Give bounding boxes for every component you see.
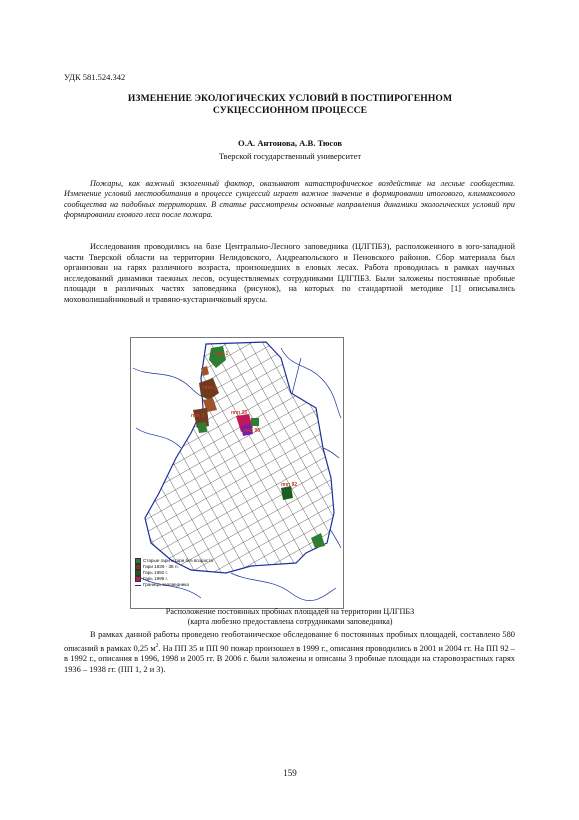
reserve-map-figure — [130, 337, 344, 609]
paragraph-text: В рамках данной работы проведено геоботаническое обследование 6 постоянных пробных площадей, составлено 580 описаний в рамках 0,25 м — [64, 630, 515, 653]
legend-swatch — [135, 585, 141, 586]
abstract: Пожары, как важный экзогенный фактор, оказывают катастрофическое воздействие на лесные сообщества. Изменение условий местообитания в процессе сукцессий играет важное значение в формировании итогового, климаксового сообщества на подобных территориях. В статье рассмотрены основные направления динамики экологических условий при формировании елового леса после пожара. — [64, 179, 515, 220]
legend-label: Гари 1936 - 38 гг. — [143, 564, 179, 569]
legend-label: Гарь 1999 г. — [143, 576, 168, 581]
caption-line-1: Расположение постоянных пробных площадей на территории ЦЛГПБЗ — [165, 607, 415, 616]
plot-label: ппп 35 — [231, 410, 248, 416]
caption-line-2: (карта любезно предоставлена сотрудниками заповедника) — [187, 617, 393, 627]
plot-label: ппп 92 — [281, 482, 298, 488]
paragraph-text: . На ПП 35 и ПП 90 пожар произошел в 1999 г., описания проводились в 2001 и 2004 гг. На ПП 92 – в 1992 г., описания в 1996, 1998 и 2005 гг. В 2006 г. были заложены и описаны 3 пробные площади на старовозрастных гарях 1936 – 1938 гг. (ПП 1, 2 и 3). — [64, 643, 515, 674]
title-line-1: ИЗМЕНЕНИЕ ЭКОЛОГИЧЕСКИХ УСЛОВИЙ В ПОСТПИРОГЕННОМ — [127, 93, 453, 104]
figure-caption — [60, 607, 520, 628]
plot-label: ппп 90 — [244, 428, 261, 434]
legend-label: Гарь 1992 г. — [143, 570, 168, 575]
udk-code: УДК 581.524.342 — [64, 72, 126, 82]
legend-swatch — [135, 576, 141, 582]
article-title — [60, 93, 520, 117]
superscript: 2 — [155, 642, 159, 649]
legend-item — [135, 582, 213, 588]
page-number: 159 — [283, 768, 297, 778]
legend-label: Граница заповедника — [143, 582, 189, 587]
plot-label: ппп 2 — [203, 385, 217, 391]
plot-label: ппп 3 — [191, 413, 205, 419]
authors: О.А. Антонова, А.В. Тюсов — [238, 138, 342, 148]
body-paragraph-2 — [64, 630, 515, 675]
plot-label: ппп 1 — [215, 351, 229, 357]
legend-label: Старые гари и гари без возраста — [143, 558, 213, 563]
body-paragraph-1: Исследования проводились на базе Центрально-Лесного заповедника (ЦЛГПБЗ), расположенного в юго-западной части Тверской области на территории Нелидовского, Андреапольского и Пеновского районов. Сбор материала был организован на гарях различного возраста, произошедших в еловых лесах. Работа проводилась в рамках научных исследований динамики таежных лесов, осуществляемых сотрудниками ЦЛГПБЗ. Были заложены постоянные пробные площади в различных частях заповедника (рисунок), на которых по стандартной методике [1] описывались моховолишайниковый и травяно-кустарничковый ярусы. — [64, 242, 515, 304]
map-legend — [135, 558, 213, 588]
title-line-2: СУКЦЕССИОННОМ ПРОЦЕССЕ — [212, 105, 368, 116]
affiliation: Тверской государственный университет — [218, 152, 362, 161]
